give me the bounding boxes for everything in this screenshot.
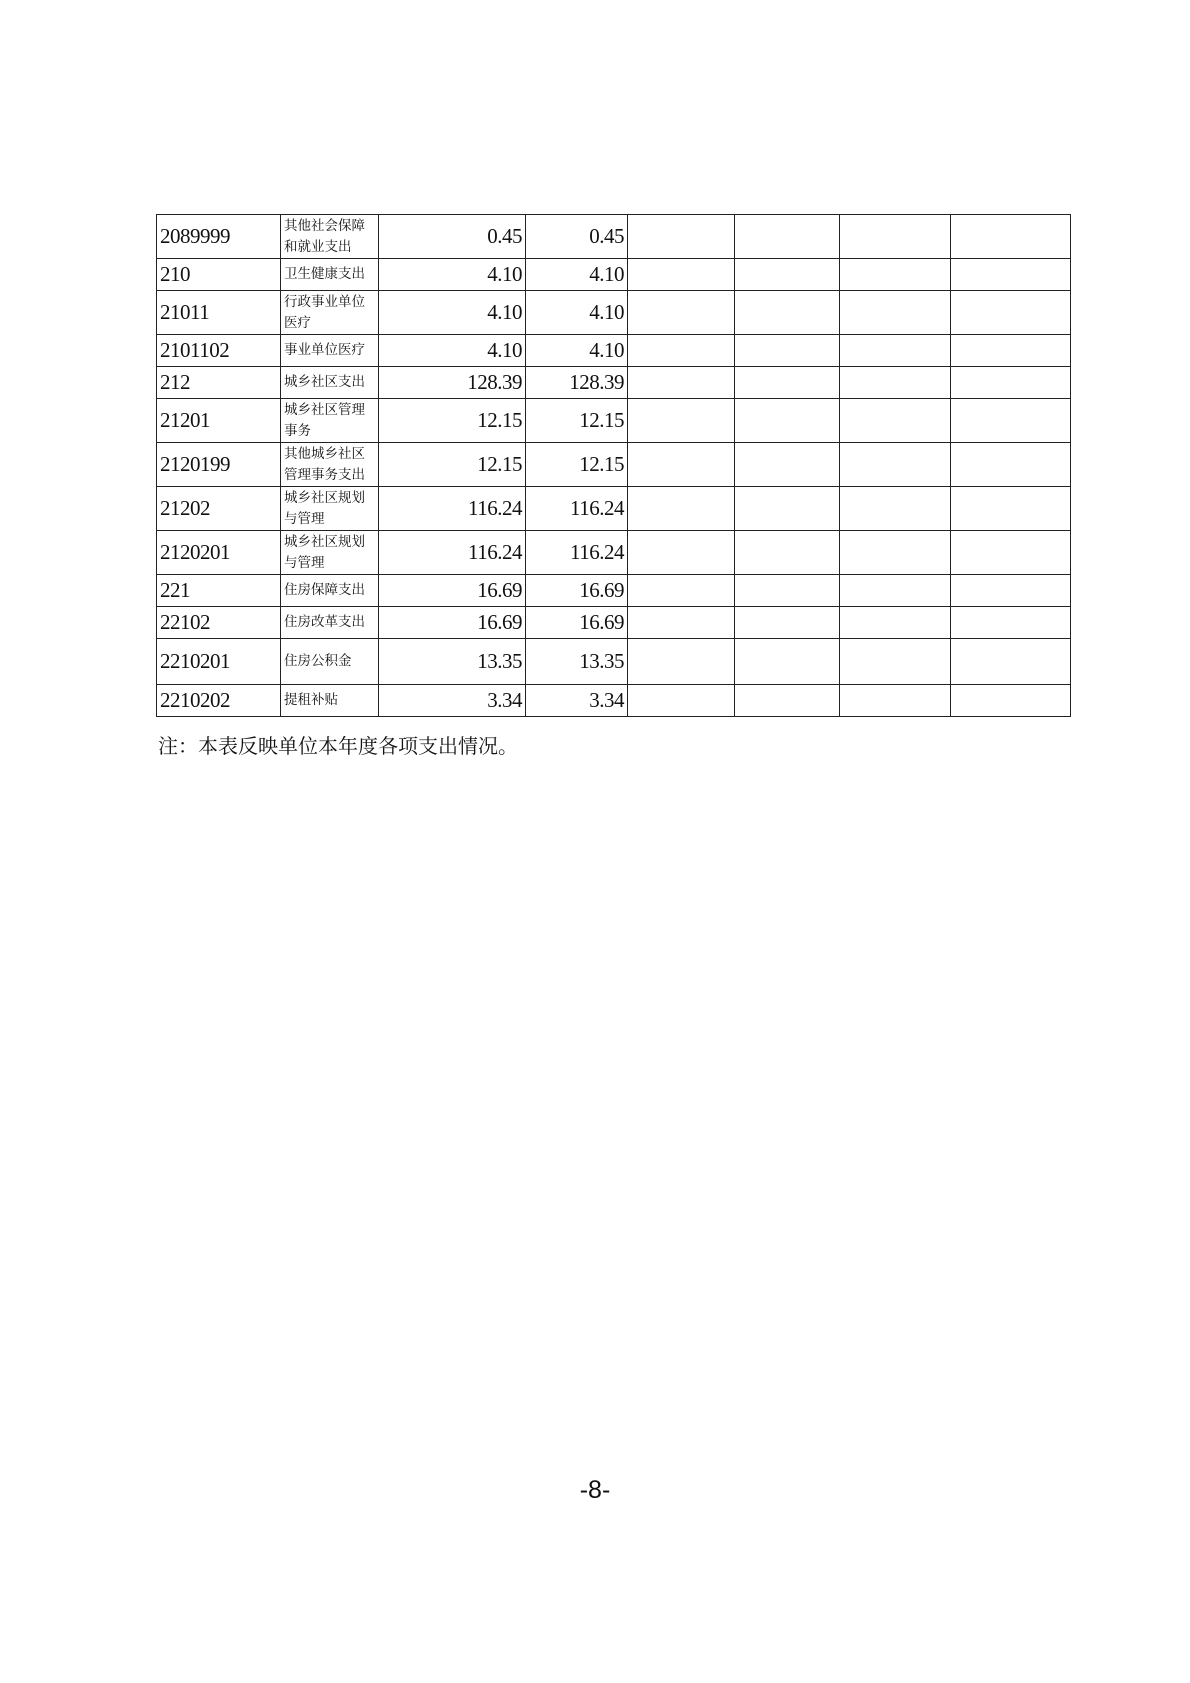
name-cell: 住房公积金 [281, 639, 379, 685]
name-cell: 行政事业单位医疗 [281, 291, 379, 335]
table-row [157, 639, 1071, 685]
empty-cell [951, 607, 1071, 639]
name-cell: 其他社会保障和就业支出 [281, 215, 379, 259]
empty-cell [840, 685, 951, 717]
basic-cell: 13.35 [526, 639, 628, 685]
code-cell: 2120199 [157, 443, 281, 487]
empty-cell [840, 335, 951, 367]
code-cell: 21202 [157, 487, 281, 531]
empty-cell [735, 335, 840, 367]
code-cell: 210 [157, 259, 281, 291]
code-cell: 2101102 [157, 335, 281, 367]
table-row [157, 487, 1071, 531]
table-row [157, 531, 1071, 575]
basic-cell: 3.34 [526, 685, 628, 717]
empty-cell [951, 399, 1071, 443]
name-cell: 其他城乡社区管理事务支出 [281, 443, 379, 487]
empty-cell [628, 291, 735, 335]
total-cell: 13.35 [379, 639, 526, 685]
total-cell: 128.39 [379, 367, 526, 399]
empty-cell [951, 215, 1071, 259]
total-cell: 4.10 [379, 335, 526, 367]
basic-cell: 16.69 [526, 575, 628, 607]
code-cell: 221 [157, 575, 281, 607]
empty-cell [735, 443, 840, 487]
total-cell: 3.34 [379, 685, 526, 717]
table-row [157, 575, 1071, 607]
empty-cell [628, 367, 735, 399]
name-cell: 城乡社区管理事务 [281, 399, 379, 443]
name-cell: 城乡社区规划与管理 [281, 487, 379, 531]
empty-cell [840, 607, 951, 639]
table-row [157, 399, 1071, 443]
empty-cell [951, 685, 1071, 717]
name-cell: 住房改革支出 [281, 607, 379, 639]
empty-cell [951, 291, 1071, 335]
empty-cell [628, 685, 735, 717]
empty-cell [840, 487, 951, 531]
total-cell: 16.69 [379, 575, 526, 607]
name-cell: 城乡社区支出 [281, 367, 379, 399]
empty-cell [951, 367, 1071, 399]
total-cell: 16.69 [379, 607, 526, 639]
empty-cell [840, 259, 951, 291]
empty-cell [840, 215, 951, 259]
table-row [157, 367, 1071, 399]
empty-cell [951, 259, 1071, 291]
code-cell: 22102 [157, 607, 281, 639]
empty-cell [951, 575, 1071, 607]
name-cell: 城乡社区规划与管理 [281, 531, 379, 575]
empty-cell [628, 531, 735, 575]
expenditure-table [156, 214, 1071, 717]
total-cell: 116.24 [379, 487, 526, 531]
empty-cell [840, 531, 951, 575]
basic-cell: 128.39 [526, 367, 628, 399]
total-cell: 12.15 [379, 399, 526, 443]
empty-cell [735, 259, 840, 291]
empty-cell [840, 443, 951, 487]
empty-cell [628, 443, 735, 487]
code-cell: 2210202 [157, 685, 281, 717]
basic-cell: 4.10 [526, 259, 628, 291]
empty-cell [735, 399, 840, 443]
table-row [157, 259, 1071, 291]
code-cell: 2120201 [157, 531, 281, 575]
basic-cell: 4.10 [526, 335, 628, 367]
name-cell: 事业单位医疗 [281, 335, 379, 367]
total-cell: 4.10 [379, 291, 526, 335]
empty-cell [951, 443, 1071, 487]
empty-cell [735, 607, 840, 639]
empty-cell [735, 531, 840, 575]
table-row [157, 685, 1071, 717]
empty-cell [840, 575, 951, 607]
empty-cell [951, 335, 1071, 367]
empty-cell [735, 685, 840, 717]
empty-cell [840, 291, 951, 335]
empty-cell [951, 639, 1071, 685]
table-row [157, 443, 1071, 487]
empty-cell [840, 399, 951, 443]
empty-cell [735, 367, 840, 399]
empty-cell [735, 487, 840, 531]
empty-cell [628, 215, 735, 259]
empty-cell [840, 367, 951, 399]
name-cell: 住房保障支出 [281, 575, 379, 607]
empty-cell [628, 575, 735, 607]
code-cell: 21011 [157, 291, 281, 335]
basic-cell: 12.15 [526, 443, 628, 487]
total-cell: 0.45 [379, 215, 526, 259]
table-body [157, 215, 1071, 717]
basic-cell: 16.69 [526, 607, 628, 639]
empty-cell [628, 639, 735, 685]
empty-cell [628, 607, 735, 639]
empty-cell [840, 639, 951, 685]
code-cell: 2210201 [157, 639, 281, 685]
empty-cell [628, 487, 735, 531]
total-cell: 12.15 [379, 443, 526, 487]
basic-cell: 116.24 [526, 531, 628, 575]
empty-cell [951, 487, 1071, 531]
name-cell: 卫生健康支出 [281, 259, 379, 291]
basic-cell: 0.45 [526, 215, 628, 259]
table-row [157, 215, 1071, 259]
code-cell: 2089999 [157, 215, 281, 259]
table-row [157, 291, 1071, 335]
name-cell: 提租补贴 [281, 685, 379, 717]
table-note: 注：本表反映单位本年度各项支出情况。 [158, 734, 518, 758]
table-row [157, 335, 1071, 367]
empty-cell [735, 291, 840, 335]
table-row [157, 607, 1071, 639]
empty-cell [735, 215, 840, 259]
empty-cell [735, 639, 840, 685]
basic-cell: 116.24 [526, 487, 628, 531]
empty-cell [628, 335, 735, 367]
code-cell: 21201 [157, 399, 281, 443]
basic-cell: 4.10 [526, 291, 628, 335]
code-cell: 212 [157, 367, 281, 399]
empty-cell [951, 531, 1071, 575]
basic-cell: 12.15 [526, 399, 628, 443]
empty-cell [735, 575, 840, 607]
total-cell: 4.10 [379, 259, 526, 291]
page-number: -8- [579, 1476, 611, 1504]
empty-cell [628, 399, 735, 443]
empty-cell [628, 259, 735, 291]
total-cell: 116.24 [379, 531, 526, 575]
